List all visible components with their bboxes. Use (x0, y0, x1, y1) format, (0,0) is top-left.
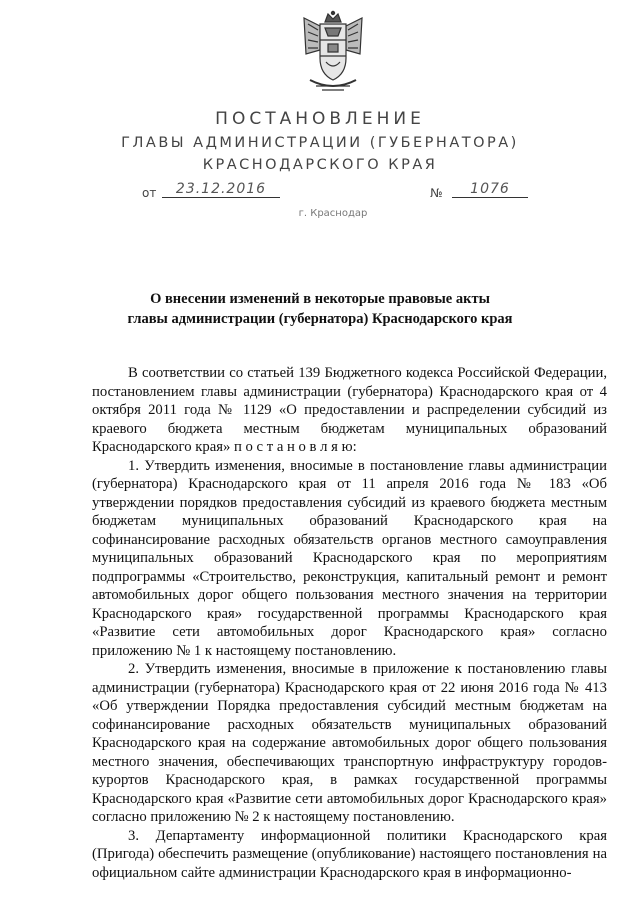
document-number: 1076 (452, 181, 528, 198)
document-body (92, 364, 607, 882)
body-paragraph-item-1: 1. Утвердить изменения, вносимые в постановление главы администрации (губернатора) Краснодарского края от 11 апреля 2016 года № 183 «Об утверждении порядков предоставления субсидий из краевого бюджета местным бюджетам муниципальных образований Краснодарского края на софинансирование расходных обязательств органов местного самоуправления муниципальных образований Краснодарского края по мероприятиям подпрограммы «Строительство, реконструкция, капитальный ремонт и ремонт автомобильных дорог общего пользования местного значения на территории Краснодарского края» государственной программы Краснодарского края «Развитие сети автомобильных дорог Краснодарского края» согласно приложению № 1 к настоящему постановлению. (92, 457, 607, 659)
body-paragraph-item-2: 2. Утвердить изменения, вносимые в приложение к постановлению главы администрации (губернатора) Краснодарского края от 22 июня 2016 года № 413 «Об утверждении Порядка предоставления субсидий местным бюджетам на софинансирование расходных обязательств муниципальных образований Краснодарского края на содержание автомобильных дорог общего пользования местного значения, обеспечивающих транспортную инфраструктуру городов-курортов Краснодарского края, в рамках государственной программы Краснодарского края «Развитие сети автомобильных дорог Краснодарского края» согласно приложению № 2 к настоящему постановлению. (92, 661, 607, 825)
subject-line-2: главы администрации (губернатора) Краснодарского края (127, 311, 513, 327)
document-title: ПОСТАНОВЛЕНИЕ (215, 109, 425, 129)
document-subject (0, 289, 640, 329)
body-paragraph-item-3: 3. Департаменту информационной политики Краснодарского края (Пригода) обеспечить размещение (опубликование) настоящего постановления на официальном сайте администрации Краснодарского края в информационно- (92, 827, 607, 881)
issuer-line-2: КРАСНОДАРСКОГО КРАЯ (202, 157, 438, 173)
krasnodar-coat-of-arms-icon (298, 10, 368, 94)
subject-line-1: О внесении изменений в некоторые правовые акты (150, 291, 490, 307)
date-label: от (142, 186, 157, 200)
issuer-line-1: ГЛАВЫ АДМИНИСТРАЦИИ (ГУБЕРНАТОРА) (121, 135, 519, 151)
number-label: № (430, 186, 443, 200)
body-paragraph-preamble: В соответствии со статьей 139 Бюджетного кодекса Российской Федерации, постановлением главы администрации (губернатора) Краснодарского края от 4 октября 2011 года № 1129 «О предоставлении и распределении субсидий из краевого бюджета местным бюджетам муниципальных образований Краснодарского края» п о с т а н о в л я ю: (92, 365, 607, 455)
city-name: г. Краснодар (298, 208, 368, 219)
document-date: 23.12.2016 (162, 181, 280, 198)
